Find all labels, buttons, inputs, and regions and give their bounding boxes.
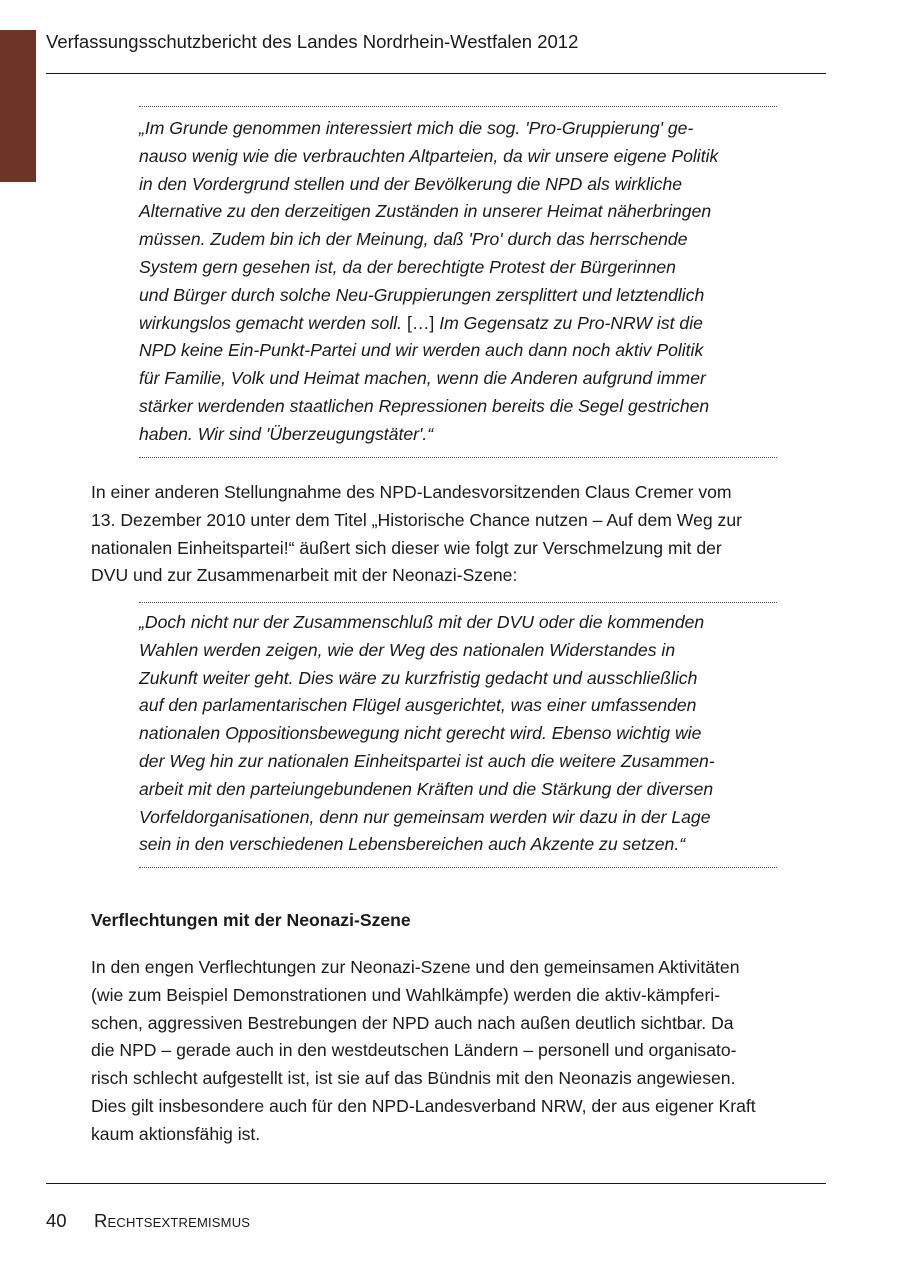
page-number: 40 xyxy=(46,1210,67,1231)
quote-2-line: der Weg hin zur nationalen Einheitspartei ist auch die weitere Zusammen- xyxy=(139,750,715,771)
footer-divider xyxy=(46,1183,826,1184)
quote-2-line: nationalen Oppositionsbewegung nicht gerecht wird. Ebenso wichtig wie xyxy=(139,723,702,744)
body-paragraph-1 xyxy=(91,479,831,590)
quote-2-line: auf den parlamentarischen Flügel ausgerichtet, was einer umfassenden xyxy=(139,695,697,716)
paragraph-2-line: die NPD – gerade auch in den westdeutschen Ländern – personell und organisato- xyxy=(91,1040,737,1061)
omission-ellipsis: […] xyxy=(402,312,440,333)
quote-2-line: „Doch nicht nur der Zusammenschluß mit der DVU oder die kommenden xyxy=(139,612,705,632)
quote-1-line-tail: Im Gegensatz zu Pro-NRW ist die xyxy=(439,312,703,333)
quote-1-line: nauso wenig wie die verbrauchten Altparteien, da wir unsere eigene Politik xyxy=(139,145,719,166)
paragraph-2-line: Dies gilt insbesondere auch für den NPD-Landesverband NRW, der aus eigener Kraft xyxy=(91,1095,756,1116)
quote-1-line-head: wirkungslos gemacht werden soll. xyxy=(139,312,403,333)
quote-2-line: arbeit mit den parteiungebundenen Kräften und die Stärkung der diversen xyxy=(139,778,714,799)
block-quote-2 xyxy=(139,602,777,868)
paragraph-2-line: In den engen Verflechtungen zur Neonazi-Szene und den gemeinsamen Aktivitäten xyxy=(91,957,740,977)
paragraph-1-line: DVU und zur Zusammenarbeit mit der Neonazi-Szene: xyxy=(91,565,518,586)
quote-1-line-with-ellipsis xyxy=(139,310,777,338)
block-quote-1 xyxy=(139,106,777,458)
page-header-title: Verfassungsschutzbericht des Landes Nordrhein-Westfalen 2012 xyxy=(46,31,579,52)
paragraph-2-line: risch schlecht aufgestellt ist, ist sie auf das Bündnis mit den Neonazis angewiesen. xyxy=(91,1068,736,1089)
paragraph-2-line: (wie zum Beispiel Demonstrationen und Wahlkämpfe) werden die aktiv-kämpferi- xyxy=(91,984,721,1005)
quote-1-line: für Familie, Volk und Heimat machen, wenn die Anderen aufgrund immer xyxy=(139,368,706,389)
paragraph-1-line: 13. Dezember 2010 unter dem Titel „Historische Chance nutzen – Auf dem Weg zur xyxy=(91,509,742,530)
paragraph-1-line: In einer anderen Stellungnahme des NPD-Landesvorsitzenden Claus Cremer vom xyxy=(91,482,732,502)
quote-2-line: Zukunft weiter geht. Dies wäre zu kurzfristig gedacht und ausschließlich xyxy=(139,667,698,688)
quote-1-line: und Bürger durch solche Neu-Gruppierungen zersplittert und letztendlich xyxy=(139,284,705,305)
quote-1-line: NPD keine Ein-Punkt-Partei und wir werden auch dann noch aktiv Politik xyxy=(139,340,704,361)
paragraph-2-line: schen, aggressiven Bestrebungen der NPD auch nach außen deutlich sichtbar. Da xyxy=(91,1012,734,1033)
paragraph-1-line: nationalen Einheitspartei!“ äußert sich dieser wie folgt zur Verschmelzung mit der xyxy=(91,537,722,558)
quote-1-line: „Im Grunde genommen interessiert mich die sog. 'Pro-Gruppierung' ge- xyxy=(139,118,694,138)
section-heading: Verflechtungen mit der Neonazi-Szene xyxy=(91,910,411,930)
quote-2-line: sein in den verschiedenen Lebensbereichen auch Akzente zu setzen.“ xyxy=(139,834,686,855)
quote-2-line: Vorfeldorganisationen, denn nur gemeinsam werden wir dazu in der Lage xyxy=(139,806,711,827)
chapter-color-tab xyxy=(0,30,36,182)
quote-1-line: müssen. Zudem bin ich der Meinung, daß 'Pro' durch das herrschende xyxy=(139,229,688,250)
quote-2-line: Wahlen werden zeigen, wie der Weg des nationalen Widerstandes in xyxy=(139,639,676,660)
header-divider xyxy=(46,73,826,74)
running-section-name: Rechtsextremismus xyxy=(94,1210,251,1231)
quote-1-line: in den Vordergrund stellen und der Bevölkerung die NPD als wirkliche xyxy=(139,173,683,194)
body-paragraph-2 xyxy=(91,954,831,1149)
paragraph-2-line: kaum aktionsfähig ist. xyxy=(91,1123,261,1144)
quote-1-line: System gern gesehen ist, da der berechtigte Protest der Bürgerinnen xyxy=(139,256,676,277)
quote-1-line: haben. Wir sind 'Überzeugungstäter'.“ xyxy=(139,423,434,444)
quote-1-line: Alternative zu den derzeitigen Zuständen in unserer Heimat näherbringen xyxy=(139,201,712,222)
quote-1-line: stärker werdenden staatlichen Repressionen bereits die Segel gestrichen xyxy=(139,395,710,416)
